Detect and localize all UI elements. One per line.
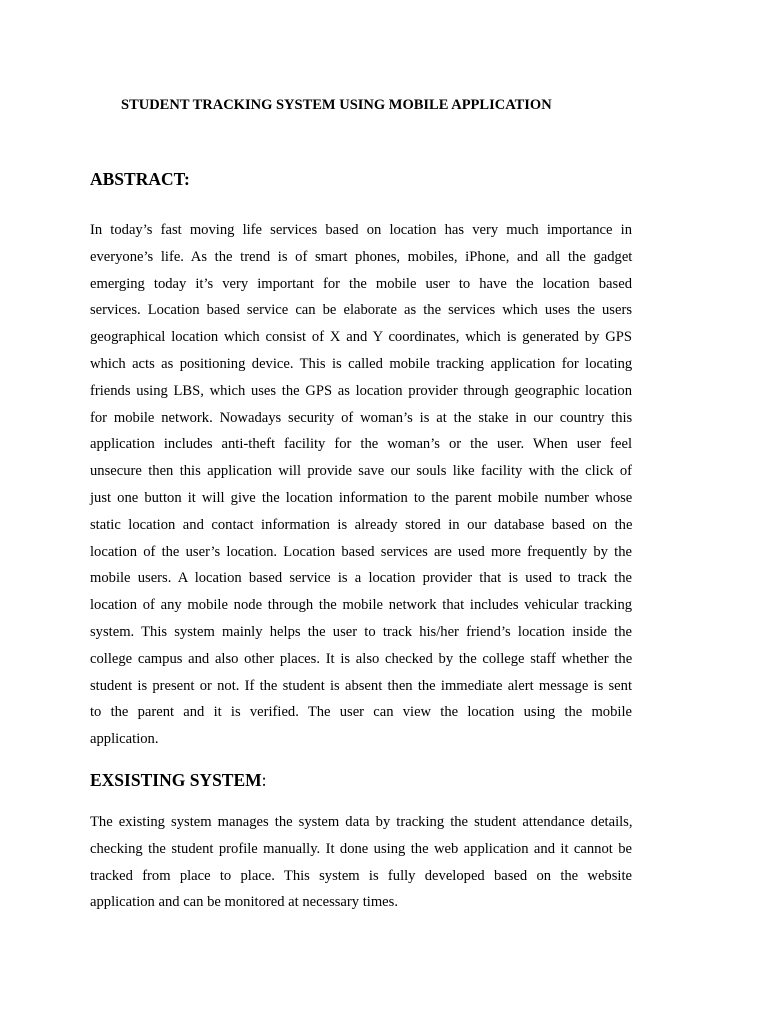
paragraph-line: unsecure then this application will provide save our souls like facility with the click of	[90, 463, 632, 480]
paragraph-line: application includes anti-theft facility for the woman’s or the user. When user feel	[90, 436, 632, 453]
paragraph-line: In today’s fast moving life services based on location has very much importance in	[90, 222, 632, 238]
paragraph-line: checking the student profile manually. It done using the web application and it cannot be	[90, 840, 632, 857]
paragraph-line: student is present or not. If the student is absent then the immediate alert message is sent	[90, 677, 632, 694]
paragraph-line: emerging today it’s very important for the mobile user to have the location based	[90, 275, 632, 292]
paragraph-line: which acts as positioning device. This is called mobile tracking application for locating	[90, 355, 633, 372]
section-heading-text: EXSISTING SYSTEM	[90, 770, 262, 790]
section-heading-existing-system	[90, 769, 267, 791]
paragraph-line: college campus and also other places. It is also checked by the college staff whether the	[90, 650, 633, 667]
abstract-paragraph	[90, 217, 632, 753]
paragraph-line: mobile users. A location based service is a location provider that is used to track the	[90, 570, 632, 587]
paragraph-line: everyone’s life. As the trend is of smart phones, mobiles, iPhone, and all the gadget	[90, 248, 633, 265]
existing-system-paragraph	[90, 809, 632, 916]
paragraph-line: static location and contact information is already stored in our database based on the	[90, 516, 633, 533]
paragraph-line: The existing system manages the system data by tracking the student attendance details,	[90, 814, 633, 830]
paragraph-line: geographical location which consist of X and Y coordinates, which is generated by GPS	[90, 329, 632, 346]
paragraph-line: for mobile network. Nowadays security of woman’s is at the stake in our country this	[90, 409, 633, 426]
paragraph-line: friends using LBS, which uses the GPS as location provider through geographic location	[90, 382, 632, 399]
section-heading-abstract	[90, 168, 190, 190]
section-heading-colon: :	[261, 770, 267, 790]
paragraph-line: to the parent and it is verified. The user can view the location using the mobile	[90, 704, 632, 721]
paragraph-line: just one button it will give the location information to the parent mobile number whose	[90, 489, 633, 506]
section-heading-text: ABSTRACT:	[90, 169, 190, 189]
paragraph-line: application and can be monitored at necessary times.	[90, 894, 398, 911]
paragraph-line: services. Location based service can be elaborate as the services which uses the users	[90, 302, 632, 319]
paragraph-line: location of any mobile node through the mobile network that includes vehicular tracking	[90, 597, 633, 614]
paragraph-line: system. This system mainly helps the user to track his/her friend’s location inside the	[90, 623, 632, 640]
document-title: STUDENT TRACKING SYSTEM USING MOBILE APPLICATION	[121, 97, 552, 113]
paragraph-line: application.	[90, 731, 159, 748]
paragraph-line: tracked from place to place. This system is fully developed based on the website	[90, 867, 632, 884]
paragraph-line: location of the user’s location. Location based services are used more frequently by the	[90, 543, 632, 560]
